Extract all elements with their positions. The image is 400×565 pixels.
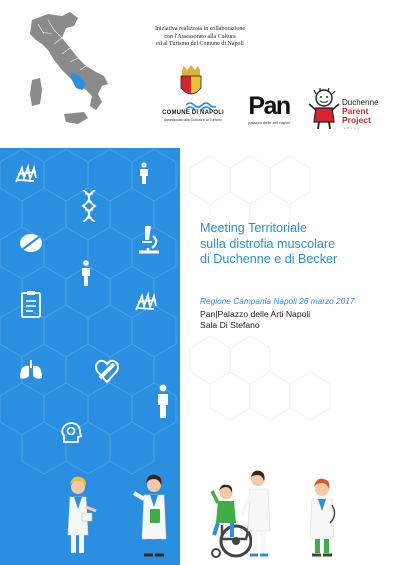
duchenne-line-2: Parent bbox=[342, 106, 369, 116]
scribble-icon bbox=[134, 292, 160, 314]
person-icon bbox=[156, 384, 170, 418]
title-line-2: sulla distrofia muscolare bbox=[200, 236, 336, 251]
dna-icon bbox=[80, 190, 98, 222]
comune-name: COMUNE DI NAPOLI bbox=[162, 110, 224, 116]
duchenne-logo bbox=[308, 88, 388, 134]
wheelchair-illustration bbox=[212, 485, 251, 557]
venue-line-1: Pan|Palazzo delle Arti Napoli bbox=[200, 309, 311, 319]
event-venue bbox=[200, 309, 395, 331]
waves-icon bbox=[186, 101, 216, 110]
pan-subtitle: palazzo delle arti napoli bbox=[248, 120, 290, 125]
pill-icon bbox=[18, 232, 44, 254]
title-line-1: Meeting Territoriale bbox=[200, 221, 307, 235]
scribble-icon bbox=[14, 164, 40, 186]
mascot-icon bbox=[308, 88, 340, 130]
comune-napoli-logo bbox=[162, 64, 224, 130]
clipboard-icon bbox=[20, 290, 42, 318]
event-date: Regione Campania Napoli 26 marzo 2017 bbox=[200, 296, 355, 306]
people-illustration bbox=[0, 465, 400, 565]
venue-line-2: Sala Di Stefano bbox=[200, 320, 260, 330]
doctor-illustration-1 bbox=[68, 477, 96, 555]
comune-subtitle: Assessorato alla Cultura e al Turismo bbox=[164, 118, 222, 122]
brain-head-icon bbox=[60, 422, 82, 444]
initiative-line-1: Iniziativa realizzata in collaborazione bbox=[154, 26, 246, 32]
person-icon bbox=[80, 260, 92, 286]
initiative-line-2: con l'Assessorato alla Cultura bbox=[164, 33, 236, 40]
italy-map bbox=[18, 10, 118, 130]
initiative-line-3: ed al Turismo del Comune di Napoli bbox=[156, 41, 244, 47]
title-line-3: di Duchenne e di Becker bbox=[200, 252, 338, 266]
nurse-illustration bbox=[242, 471, 270, 555]
crest-icon bbox=[178, 64, 204, 100]
initiative-note bbox=[140, 26, 260, 49]
pan-wordmark: Pan bbox=[248, 92, 290, 120]
duchenne-onlus: onlus bbox=[344, 126, 362, 130]
duchenne-line-1: Duchenne bbox=[342, 98, 379, 107]
hex-pattern-light bbox=[180, 148, 400, 468]
pan-logo bbox=[246, 94, 292, 130]
duchenne-line-3: Project bbox=[342, 115, 371, 125]
heart-bandage-icon bbox=[94, 358, 120, 384]
microscope-icon bbox=[136, 224, 162, 254]
doctor-illustration-3 bbox=[310, 479, 335, 555]
event-title bbox=[200, 221, 390, 268]
lungs-icon bbox=[18, 358, 44, 382]
doctor-illustration-2 bbox=[134, 475, 166, 555]
person-icon bbox=[138, 162, 150, 184]
